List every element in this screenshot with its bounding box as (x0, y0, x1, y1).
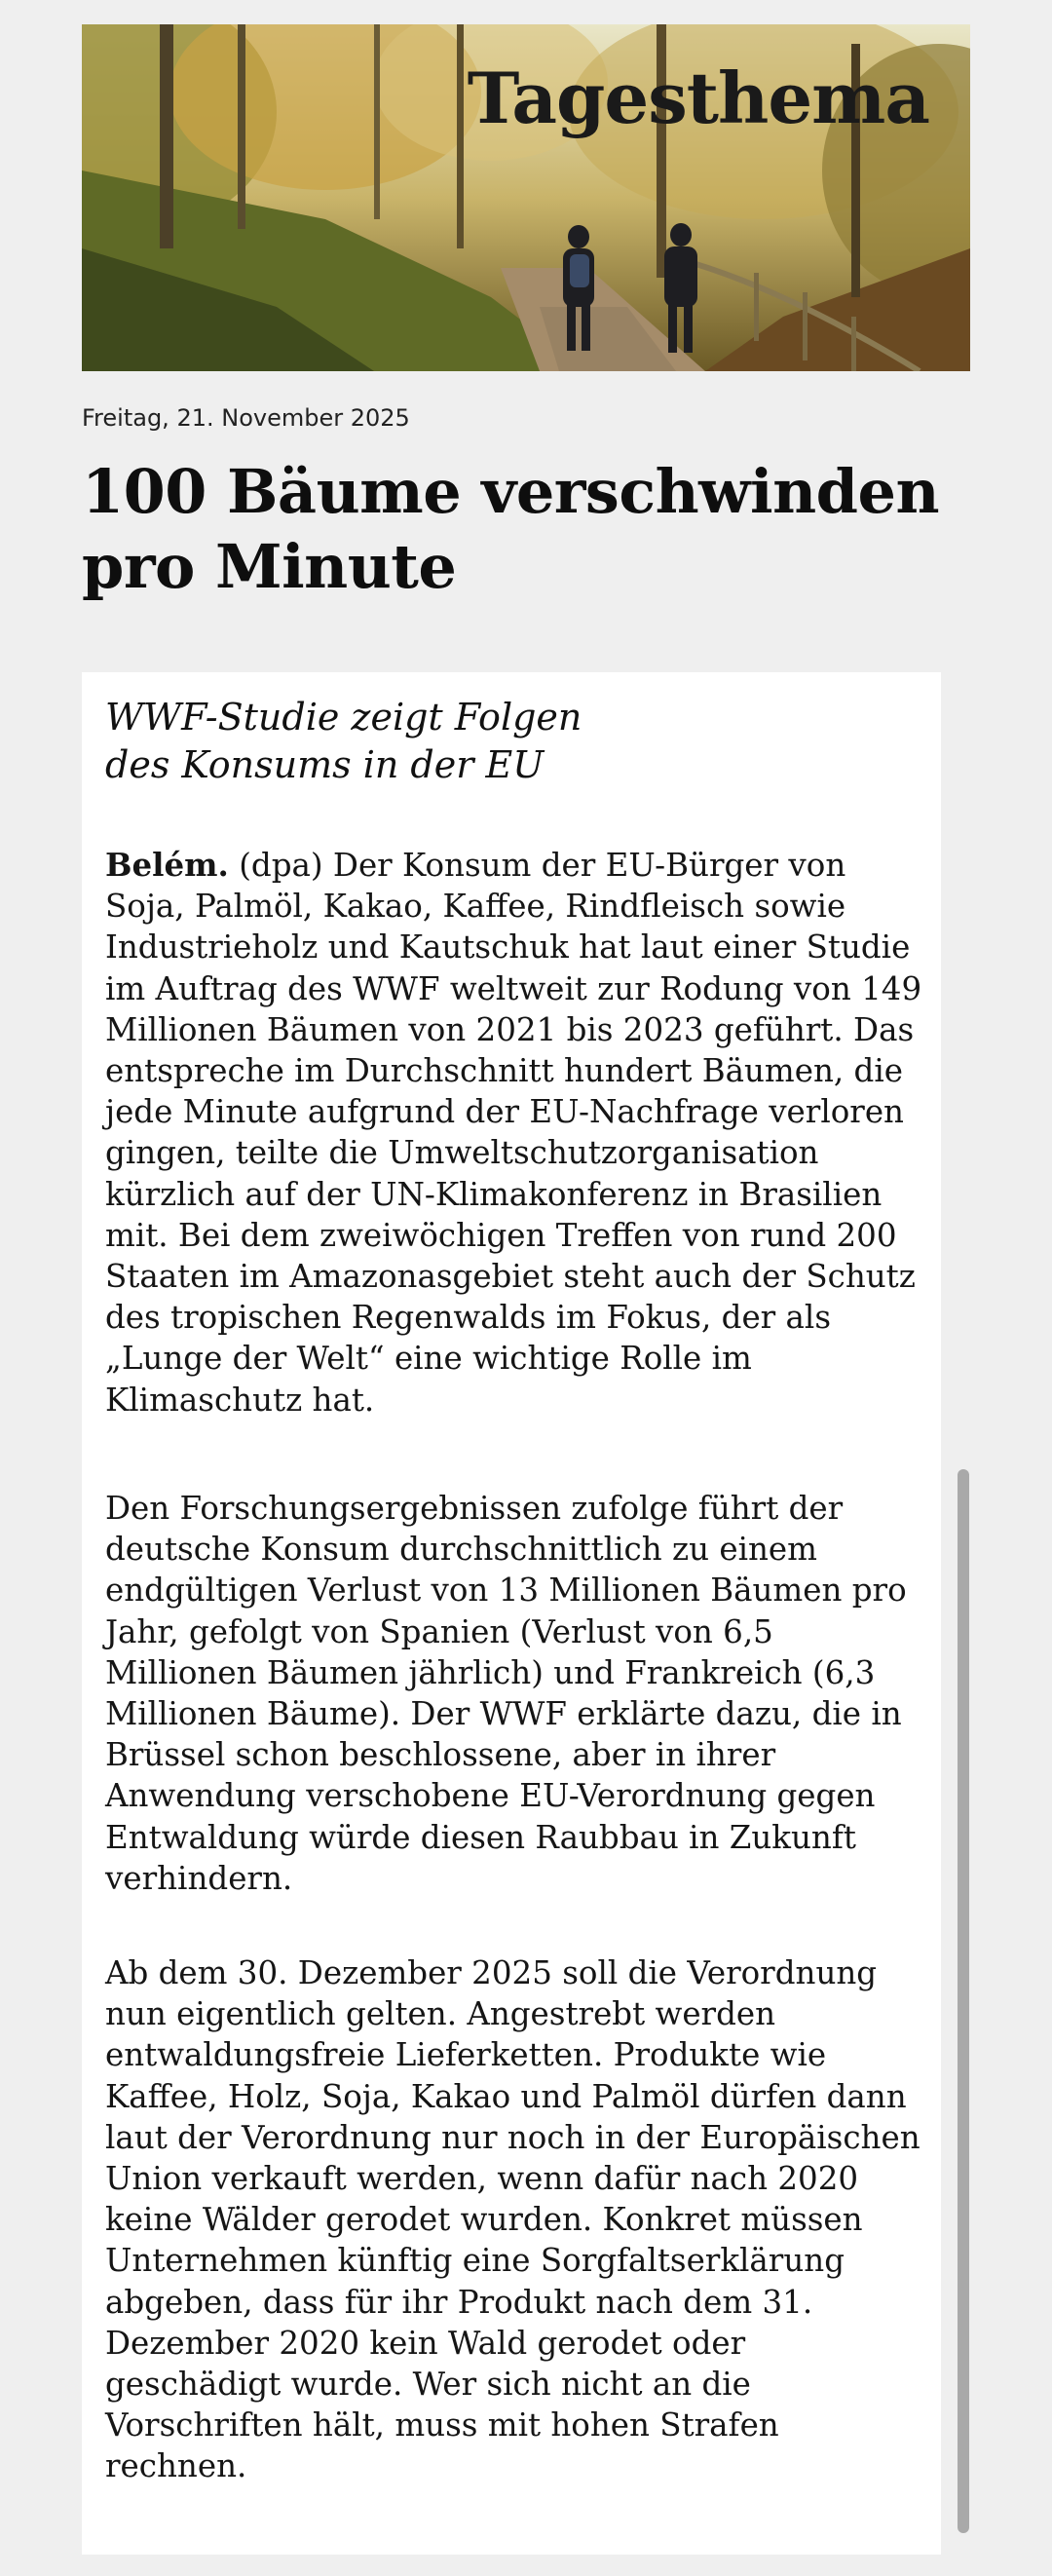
article-paragraph-3: Ab dem 30. Dezember 2025 soll die Verordnung nun eigentlich gelten. Angestrebt werden entwaldungsfreie Lieferketten. Produkte wie Kaffee, Holz, Soja, Kakao und Palmöl dürfen dann laut der Verordnung nur noch in der Europäischen Union verkauft werden, wenn dafür nach 2020 keine Wälder gerodet wurden. Konkret müssen Unternehmen künftig eine Sorgfaltserklärung abgeben, dass für ihr Produkt nach dem 31. Dezember 2020 kein Wald gerodet oder geschädigt wurde. Wer sich nicht an die Vorschriften hält, muss mit hohen Strafen rechnen. (105, 1954, 920, 2485)
article-headline: 100 Bäume verschwinden pro Minute (82, 456, 940, 602)
scrollbar-thumb[interactable] (958, 1469, 969, 2533)
article-dateline: Belém. (105, 846, 229, 884)
banner-title: Tagesthema (467, 57, 929, 139)
article-paragraph-1-text: (dpa) Der Konsum der EU-Bürger von Soja, Palmöl, Kakao, Kaffee, Rindfleisch sowie Industrieholz und Kautschuk hat laut einer Studie im Auftrag des WWF weltweit zur Rodung von 149 Millionen Bäumen von 2021 bis 2023 geführt. Das entspreche im Durchschnitt hundert Bäumen, die jede Minute aufgrund der EU-Nachfrage verloren gingen, teilte die Umweltschutzorganisation kürzlich auf der UN-Klimakonferenz in Brasilien mit. Bei dem zweiwöchigen Treffen von rund 200 Staaten im Amazonasgebiet steht auch der Schutz des tropischen Regenwalds im Fokus, der als „Lunge der Welt“ eine wichtige Rolle im Klimaschutz hat. (105, 847, 922, 1419)
article-paragraph-1 (105, 845, 923, 1421)
article-date: Freitag, 21. November 2025 (82, 404, 410, 432)
article-card (82, 672, 941, 2555)
tagesthema-banner (82, 24, 970, 371)
article-paragraph-2: Den Forschungsergebnissen zufolge führt der deutsche Konsum durchschnittlich zu einem endgültigen Verlust von 13 Millionen Bäumen pro Jahr, gefolgt von Spanien (Verlust von 6,5 Millionen Bäumen jährlich) und Frankreich (6,3 Millionen Bäume). Der WWF erklärte dazu, die in Brüssel schon beschlossene, aber in ihrer Anwendung verschobene EU-Verordnung gegen Entwaldung würde diesen Raubbau in Zukunft verhindern. (105, 1490, 907, 1897)
article-subtitle: WWF-Studie zeigt Folgen des Konsums in der EU (105, 696, 582, 786)
